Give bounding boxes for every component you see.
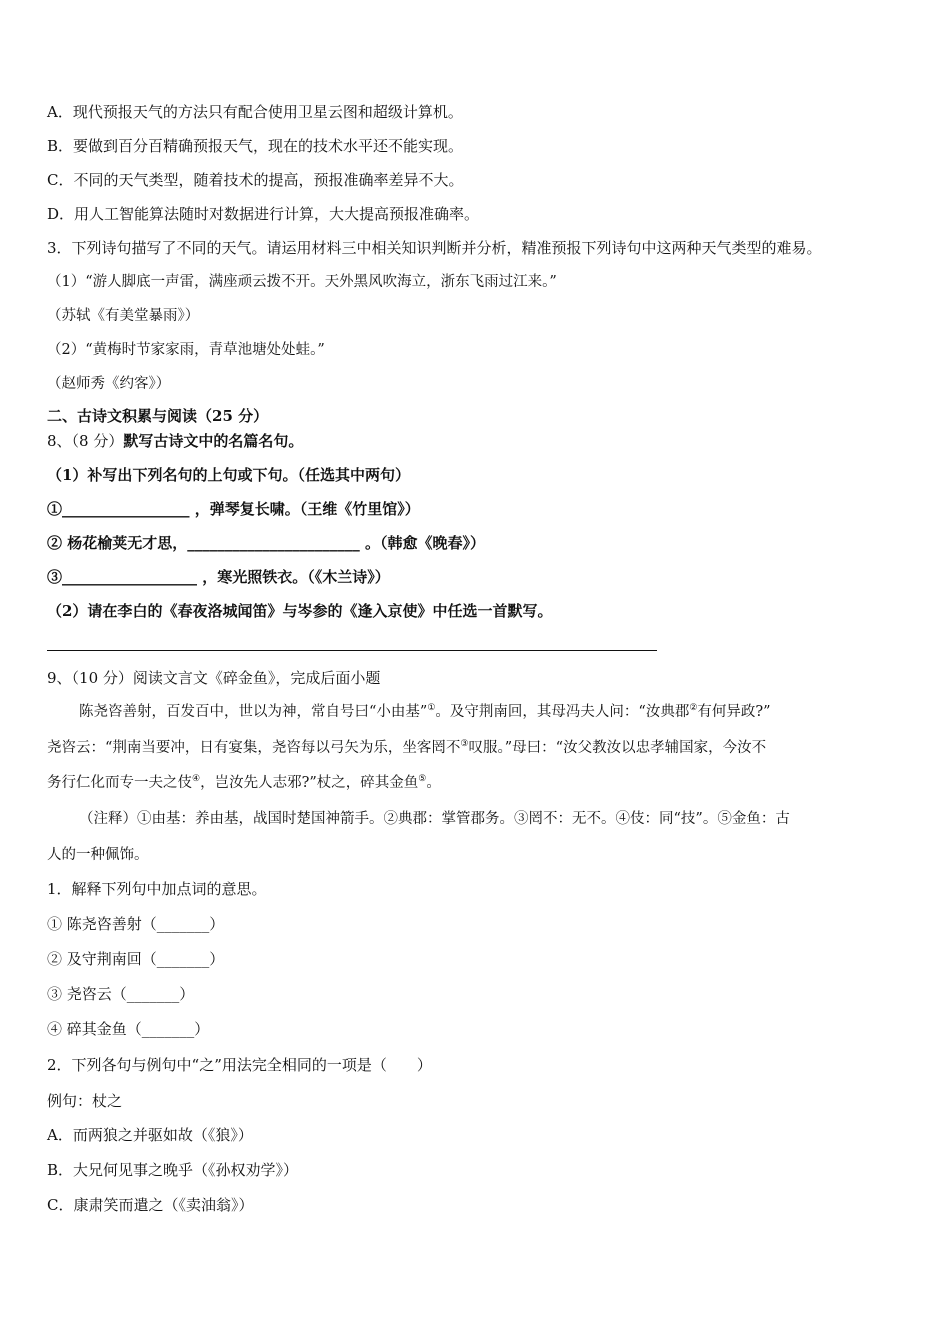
question-8-item-2: ② 杨花榆荚无才思，_______________________ 。（韩愈《晚春》） (47, 534, 485, 552)
question-9-1-d: ④ 碎其金鱼（_______） (47, 1020, 210, 1038)
q7-question-3: 3．下列诗句描写了不同的天气。请运用材料三中相关知识判断并分析，精准预报下列诗句中这两种天气类型的难易。 (47, 239, 822, 257)
poem-1: （1）“游人脚底一声雷，满座顽云拨不开。天外黑风吹海立，浙东飞雨过江来。” (47, 274, 557, 290)
question-8-points: 8、（8 分） (47, 432, 124, 450)
question-9-2-option-a: A．而两狼之并驱如故（《狼》） (47, 1126, 253, 1144)
footnote-mark-3: ③ (460, 739, 469, 750)
question-8-sub-1: （1）补写出下列名句的上句或下句。（任选其中两句） (47, 466, 410, 484)
question-8-item-3: ③__________________ ，寒光照铁衣。（《木兰诗》） (47, 568, 390, 586)
section-2-heading: 二、古诗文积累与阅读（25 分） (47, 407, 269, 425)
footnote-mark-5: ⑤ (418, 774, 427, 785)
q7-option-b: B．要做到百分百精确预报天气，现在的技术水平还不能实现。 (47, 137, 464, 155)
passage-line-1: 陈尧咨善射，百发百中，世以为神，常自号曰“小由基”①。及守荆南回，其母冯夫人问：“汝典郡②有何异政?” (79, 703, 771, 720)
poem-2-source: （赵师秀《约客》） (47, 376, 171, 392)
question-9-2-option-c: C．康肃笑而遣之（《卖油翁》） (47, 1196, 254, 1214)
question-9-2-example: 例句：杖之 (47, 1092, 123, 1110)
question-9-1-b: ② 及守荆南回（_______） (47, 950, 225, 968)
poem-2: （2）“黄梅时节家家雨，青草池塘处处蛙。” (47, 342, 325, 358)
poem-1-source: （苏轼《有美堂暴雨》） (47, 308, 200, 324)
footnote-mark-4: ④ (192, 774, 201, 785)
question-8-item-1: ①_________________ ，弹琴复长啸。（王维《竹里馆》） (47, 500, 420, 518)
question-8-heading (47, 431, 303, 451)
footnote-mark-2: ② (689, 703, 698, 714)
question-8-title: 默写古诗文中的名篇名句。 (123, 432, 304, 450)
passage-line-3: 务行仁化而专一夫之伎④，岂汝先人志邪?”杖之，碎其金鱼⑤。 (47, 774, 441, 791)
passage-line-2: 尧咨云：“荆南当要冲，日有宴集，尧咨每以弓矢为乐，坐客罔不③叹服。”母曰：“汝父教汝以忠孝辅国家，今汝不 (47, 739, 767, 756)
question-9-1-c: ③ 尧咨云（_______） (47, 985, 195, 1003)
question-9-2: 2．下列各句与例句中“之”用法完全相同的一项是（ ） (47, 1056, 432, 1074)
question-9-2-option-b: B．大兄何见事之晚乎（《孙权劝学》） (47, 1161, 299, 1179)
annotation-line-2: 人的一种佩饰。 (47, 847, 149, 863)
annotation-line-1: （注释）①由基：养由基，战国时楚国神箭手。②典郡：掌管郡务。③罔不：无不。④伎：同“技”。⑤金鱼：古 (79, 811, 790, 827)
question-9-1: 1．解释下列句中加点词的意思。 (47, 880, 267, 898)
question-9-title: 9、（10 分）阅读文言文《碎金鱼》，完成后面小题 (47, 669, 381, 687)
question-8-sub-2: （2）请在李白的《春夜洛城闻笛》与岑参的《逢入京使》中任选一首默写。 (47, 602, 553, 620)
q7-option-a: A．现代预报天气的方法只有配合使用卫星云图和超级计算机。 (47, 103, 463, 121)
answer-fill-line (47, 650, 657, 651)
q7-option-c: C．不同的天气类型，随着技术的提高，预报准确率差异不大。 (47, 171, 464, 189)
q7-option-d: D．用人工智能算法随时对数据进行计算，大大提高预报准确率。 (47, 205, 480, 223)
question-9-1-a: ① 陈尧咨善射（_______） (47, 915, 225, 933)
footnote-mark-1: ① (427, 703, 436, 714)
